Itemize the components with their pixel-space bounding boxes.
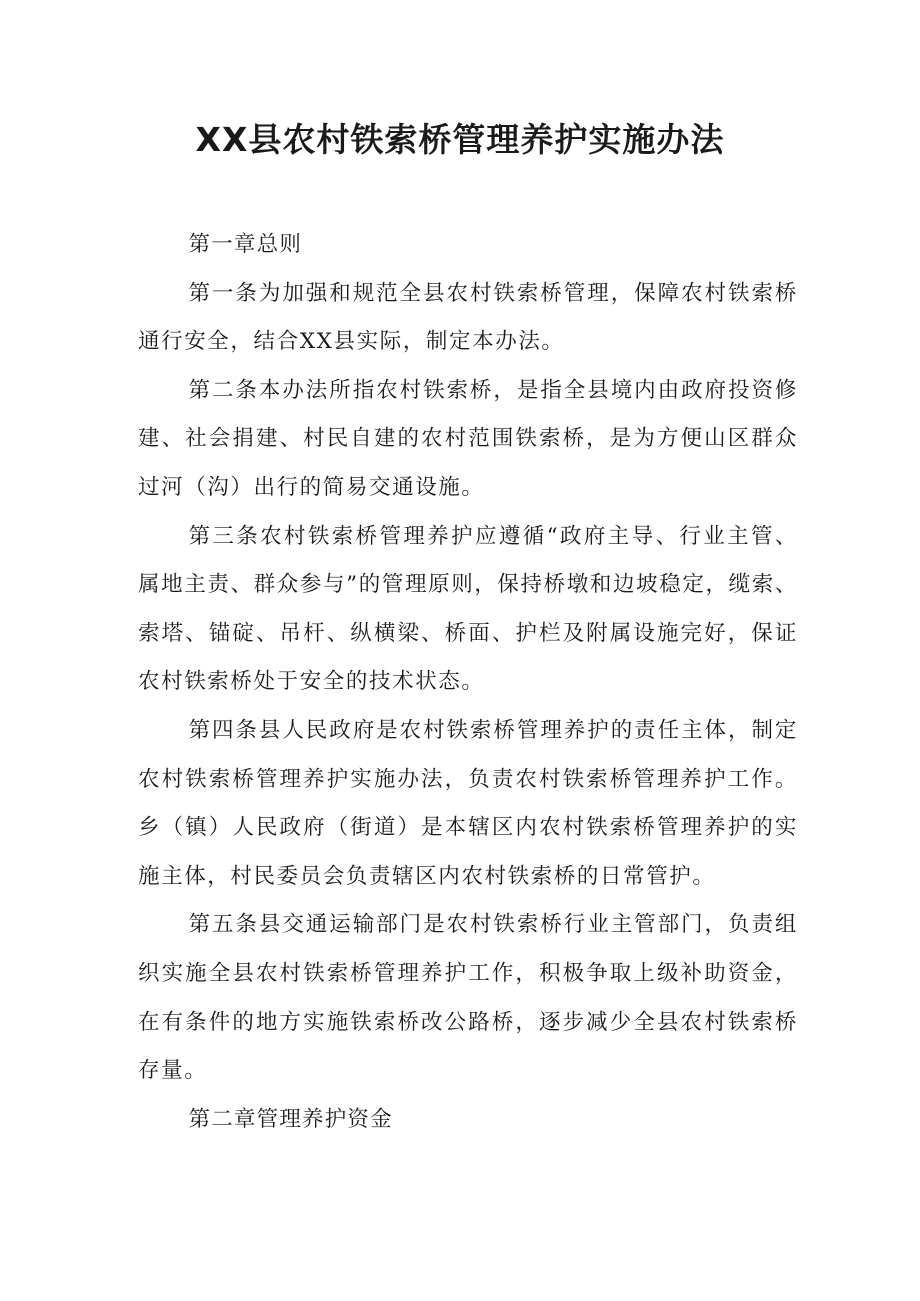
article-3: 第三条农村铁索桥管理养护应遵循“政府主导、行业主管、属地主责、群众参与”的管理原则，保持桥墩和边坡稳定，缆索、索塔、锚碇、吊杆、纵横梁、桥面、护栏及附属设施完好，保证农村铁索桥处于安全的技术状态。 [138, 523, 798, 695]
article-5: 第五条县交通运输部门是农村铁索桥行业主管部门，负责组织实施全县农村铁索桥管理养护工作，积极争取上级补助资金，在有条件的地方实施铁索桥改公路桥，逐步减少全县农村铁索桥存量。 [138, 912, 798, 1084]
article-2: 第二条本办法所指农村铁索桥，是指全县境内由政府投资修建、社会捐建、村民自建的农村范围铁索桥，是为方便山区群众过河（沟）出行的简易交通设施。 [138, 377, 798, 500]
chapter-heading-2: 第二章管理养护资金 [188, 1106, 393, 1132]
document-title: XX县农村铁索桥管理养护实施办法 [195, 120, 725, 159]
article-4: 第四条县人民政府是农村铁索桥管理养护的责任主体，制定农村铁索桥管理养护实施办法，负责农村铁索桥管理养护工作。乡（镇）人民政府（街道）是本辖区内农村铁索桥管理养护的实施主体，村民委员会负责辖区内农村铁索桥的日常管护。 [138, 717, 798, 889]
article-1: 第一条为加强和规范全县农村铁索桥管理，保障农村铁索桥通行安全，结合XX县实际，制定本办法。 [138, 280, 798, 355]
chapter-heading-1: 第一章总则 [188, 232, 303, 257]
document-body [138, 221, 798, 1144]
